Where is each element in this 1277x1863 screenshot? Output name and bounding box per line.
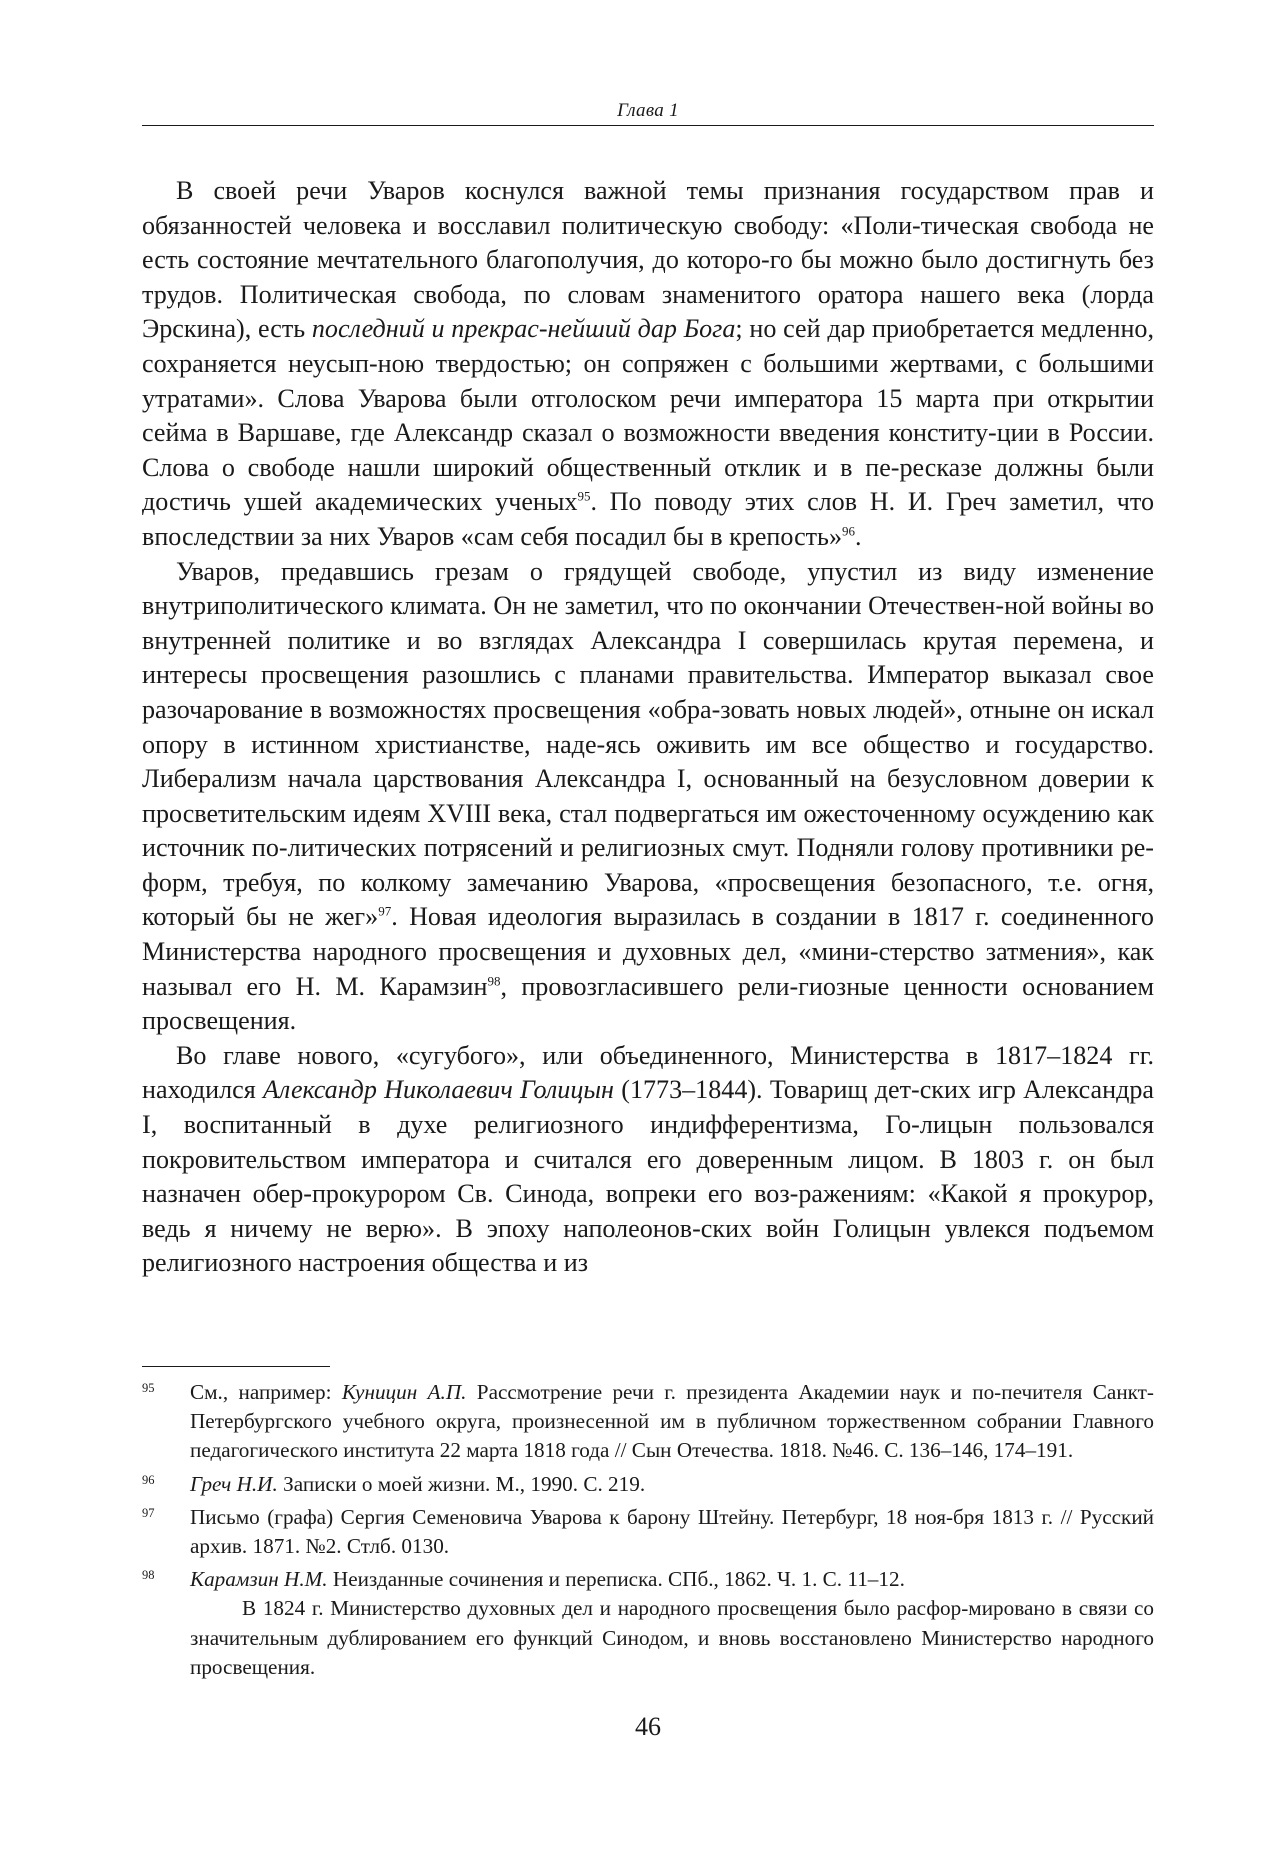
footnote-97 xyxy=(142,1503,1154,1561)
footnotes xyxy=(142,1378,1154,1682)
footnote-number: 95 xyxy=(142,1381,155,1395)
footnote-ref-97[interactable]: 97 xyxy=(378,903,392,919)
text-run: . Новая идеология выразилась в создании в 1817 г. соединенного Министерства народного просвещения и духовных дел, «мини-стерство затмения», как называл его Н. М. Карамзин xyxy=(142,902,1154,1001)
italic-quote: последний и прекрас-нейший дар Бога xyxy=(311,314,736,344)
footnote-text: Письмо (графа) Сергия Семеновича Уварова к барону Штейну. Петербург, 18 ноя-бря 1813 г. // Русский архив. 1871. №2. Стлб. 0130. xyxy=(190,1504,1154,1559)
footnote-95 xyxy=(142,1378,1154,1466)
footnote-rule xyxy=(142,1366,330,1367)
footnote-author: Карамзин Н.М. xyxy=(190,1567,328,1592)
footnote-author: Куницин А.П. xyxy=(341,1380,467,1404)
footnote-ref-95[interactable]: 95 xyxy=(577,488,591,504)
footnote-ref-96[interactable]: 96 xyxy=(842,523,855,539)
footnote-text: См., например: xyxy=(190,1380,342,1404)
text-run: Уваров, предавшись грезам о грядущей свободе, упустил из виду изменение внутриполитического климата. Он не заметил, что по окончании Отечествен-ной войны во внутренней политике и во взглядах Александра I совершилась крутая перемена, и интересы просвещения разошлись с планами правительства. Император выказал свое разочарование в возможностях просвещения «обра-зовать новых людей», отныне он искал опору в истинном христианстве, наде-ясь оживить им все общество и государство. Либерализм начала царствования Александра I, основанный на безусловном доверии к просветительским идеям XVIII века, стал подвергаться им ожесточенному осуждению как источник по-литических потрясений и религиозных смут. Подняли голову противники ре-форм, требуя, по колкому замечанию Уварова, «просвещения безопасного, т.е. огня, который бы не жег» xyxy=(142,556,1154,932)
footnote-text: Записки о моей жизни. М., 1990. С. 219. xyxy=(277,1471,646,1496)
text-run: . xyxy=(855,521,862,551)
text-run: Во главе нового, «сугубого», или объединенного, Министерства в 1817–1824 гг. находился xyxy=(142,1040,1154,1105)
footnote-number: 97 xyxy=(142,1505,155,1520)
header-rule xyxy=(142,125,1154,126)
footnote-ref-98[interactable]: 98 xyxy=(487,972,501,988)
paragraph-1 xyxy=(142,174,1154,555)
italic-name: Александр Николаевич Голицын xyxy=(262,1075,615,1105)
footnote-98 xyxy=(142,1565,1154,1594)
page-number: 46 xyxy=(635,1712,661,1741)
paragraph-3 xyxy=(142,1039,1154,1281)
text-run: , провозгласившего рели-гиозные ценности основанием просвещения. xyxy=(142,971,1154,1036)
footnote-text: Неизданные сочинения и переписка. СПб., 1862. Ч. 1. С. 11–12. xyxy=(327,1567,905,1592)
paragraph-2 xyxy=(142,555,1154,1039)
footnote-author: Греч Н.И. xyxy=(190,1471,278,1496)
main-text xyxy=(142,174,1154,1281)
text-run: . По поводу этих слов Н. И. Греч заметил, что впоследствии за них Уваров «сам себя посадил бы в крепость» xyxy=(142,487,1154,551)
text-run: ; но сей дар приобретается медленно, сохраняется неусып-ною твердостью; он сопряжен с большими жертвами, с большими утратами». Слова Уварова были отголоском речи императора 15 марта при открытии сейма в Варшаве, где Александр сказал о возможности введения конститу-ции в России. Слова о свободе нашли широкий общественный отклик и в пе-ресказе должны были достичь ушей академических ученых xyxy=(142,314,1154,517)
footnote-number: 96 xyxy=(142,1472,155,1487)
text-run: (1773–1844). Товарищ дет-ских игр Александра I, воспитанный в духе религиозного индифферентизма, Го-лицын пользовался покровительством императора и считался его доверенным лицом. В 1803 г. он был назначен обер-прокурором Св. Синода, вопреки его воз-ражениям: «Какой я прокурор, ведь я ничему не верю». В эпоху наполеонов-ских войн Голицын увлекся подъемом религиозного настроения общества и из xyxy=(142,1075,1155,1278)
text-run: В своей речи Уваров коснулся важной темы признания государством прав и обязанностей человека и восславил политическую свободу: «Поли-тическая свобода не есть состояние мечтательного благополучия, до которо-го бы можно было достигнуть без трудов. Политическая свобода, по словам знаменитого оратора нашего века (лорда Эрскина), есть xyxy=(142,176,1154,344)
running-head: Глава 1 xyxy=(617,100,679,121)
footnote-text: Рассмотрение речи г. президента Академии наук и по-печителя Санкт-Петербургского учебного округа, произнесенной им в публичном торжественном собрании Главного педагогического института 22 марта 1818 года // Сын Отечества. 1818. №46. С. 136–146, 174–191. xyxy=(190,1380,1154,1463)
footnote-96 xyxy=(142,1470,1154,1499)
footnote-98-continuation: В 1824 г. Министерство духовных дел и народного просвещения было расфор-мировано в связи со значительным дублированием его функций Синодом, и вновь восстановлено Министерство народного просвещения. xyxy=(190,1596,1154,1679)
footnote-number: 98 xyxy=(142,1568,155,1583)
